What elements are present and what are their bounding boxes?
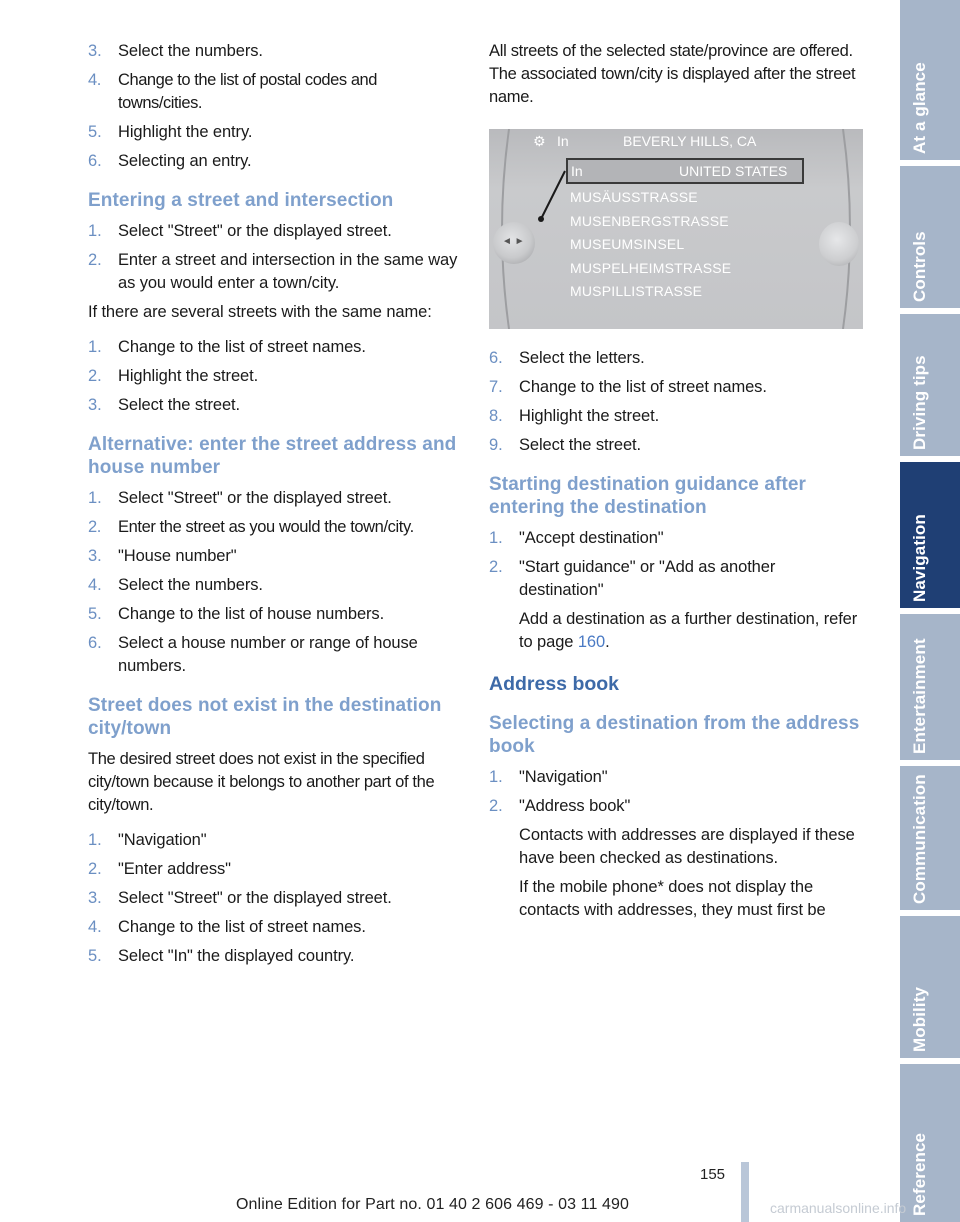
steps-list-d [88, 487, 464, 678]
settings-icon: ⚙ [533, 133, 546, 149]
steps-list-b [88, 220, 464, 295]
screen-header-in: In [557, 133, 569, 149]
heading-address-book: Address book [489, 673, 620, 695]
heading-selecting-destination: Selecting a destination from the address book [489, 713, 860, 757]
list-item: 7. Change to the list of street names. [489, 378, 767, 396]
tab-driving-tips[interactable]: Driving tips [900, 314, 960, 456]
left-column [88, 40, 464, 974]
idrive-screen-image [489, 129, 863, 329]
page-reference-link[interactable]: 160 [577, 633, 606, 651]
watermark: carmanualsonline.info [770, 1200, 907, 1216]
street-list-item: MUSPELHEIMSTRASSE [570, 259, 732, 276]
controller-knob-left [493, 222, 535, 264]
list-item: 2. "Enter address" [88, 860, 231, 878]
list-item: 2. Highlight the street. [88, 367, 259, 385]
street-list [570, 186, 731, 304]
list-item: 5. Select "In" the displayed country. [88, 947, 355, 965]
street-list-item: MUSEUMSINSEL [570, 236, 685, 252]
page-number: 155 [700, 1166, 726, 1183]
selection-pointer-dot [538, 216, 544, 222]
list-item: 3. "House number" [88, 547, 237, 565]
steps-list-h [489, 766, 863, 922]
steps-list-c [88, 336, 464, 417]
list-item: 6. Select the letters. [489, 349, 645, 367]
screen-header-city: BEVERLY HILLS, CA [623, 133, 757, 149]
street-list-item: MUSENBERGSTRASSE [570, 212, 729, 229]
tab-entertainment[interactable]: Entertainment [900, 614, 960, 760]
heading-street-intersection: Entering a street and intersection [88, 190, 394, 211]
page-number-bar [741, 1162, 749, 1222]
tab-at-a-glance[interactable]: At a glance [900, 0, 960, 160]
paragraph-several-streets: If there are several streets with the same name: [88, 303, 432, 321]
list-item: 5. Change to the list of house numbers. [88, 605, 385, 623]
list-item-note: Add a destination as a further destination, refer to page 160. [519, 610, 858, 651]
tab-mobility[interactable]: Mobility [900, 916, 960, 1058]
list-item: 3. Select the street. [88, 396, 241, 414]
tab-navigation[interactable]: Navigation [900, 462, 960, 608]
steps-list-f [489, 347, 863, 457]
chapter-tab-bar [900, 0, 960, 1222]
list-item: 1. Select "Street" or the displayed street. [88, 489, 392, 507]
controller-knob-right [819, 222, 859, 266]
list-item: 9. Select the street. [489, 436, 642, 454]
footer-edition-text: Online Edition for Part no. 01 40 2 606 469 - 03 11 490 [236, 1196, 630, 1213]
list-item: 1. "Navigation" [88, 831, 207, 849]
paragraph-not-exist: The desired street does not exist in the specified city/town because it belongs to another part of the city/town. [88, 750, 435, 814]
list-item: 4. Change to the list of postal codes and towns/cities. [88, 71, 378, 112]
list-item: 2. "Start guidance" or "Add as another destination" Add a destination as a further destination, refer to page 160. [489, 556, 863, 654]
steps-list-g [489, 527, 863, 654]
list-item: 1. "Accept destination" [489, 529, 664, 547]
list-item: 4. Change to the list of street names. [88, 918, 366, 936]
tab-communication[interactable]: Communication [900, 766, 960, 910]
list-item: 2. "Address book" Contacts with addresses are displayed if these have been checked as destinations. If the mobile phone* does not display the contacts with addresses, they must first be [489, 795, 863, 922]
street-list-item: MUSPILLISTRASSE [570, 283, 703, 299]
steps-list-e [88, 829, 464, 968]
list-item: 4. Select the numbers. [88, 576, 263, 594]
heading-alternative: Alternative: enter the street address and house number [88, 434, 457, 478]
steps-list-a [88, 40, 464, 173]
tab-reference[interactable]: Reference [900, 1064, 960, 1222]
heading-starting-guidance: Starting destination guidance after entering the destination [489, 474, 807, 518]
street-list-item: MUSÄUSSTRASSE [570, 189, 698, 205]
list-item: 5. Highlight the entry. [88, 123, 253, 141]
list-item: 6. Select a house number or range of house numbers. [88, 634, 418, 675]
list-item-note: Contacts with addresses are displayed if these have been checked as destinations. [519, 826, 855, 867]
list-item: 8. Highlight the street. [489, 407, 660, 425]
heading-street-not-exist: Street does not exist in the destination city/town [88, 695, 442, 739]
list-item: 1. Select "Street" or the displayed street. [88, 222, 392, 240]
list-item: 6. Selecting an entry. [88, 152, 252, 170]
country-selection-in: In [571, 163, 583, 179]
right-column [489, 40, 863, 928]
list-item: 2. Enter the street as you would the town/city. [88, 518, 414, 536]
knob-arrows-icon: ◄ ► [502, 236, 525, 247]
list-item: 3. Select the numbers. [88, 42, 263, 60]
list-item-note: If the mobile phone* does not display the contacts with addresses, they must first be [519, 878, 826, 919]
list-item: 1. Change to the list of street names. [88, 338, 366, 356]
country-selection-value: UNITED STATES [679, 163, 788, 179]
selection-pointer-line [541, 171, 565, 219]
list-item: 3. Select "Street" or the displayed street. [88, 889, 392, 907]
tab-controls[interactable]: Controls [900, 166, 960, 308]
list-item: 1. "Navigation" [489, 768, 608, 786]
list-item: 2. Enter a street and intersection in the same way as you would enter a town/city. [88, 251, 458, 292]
paragraph-all-streets: All streets of the selected state/province are offered. The associated town/city is displayed after the street name. [489, 42, 856, 106]
